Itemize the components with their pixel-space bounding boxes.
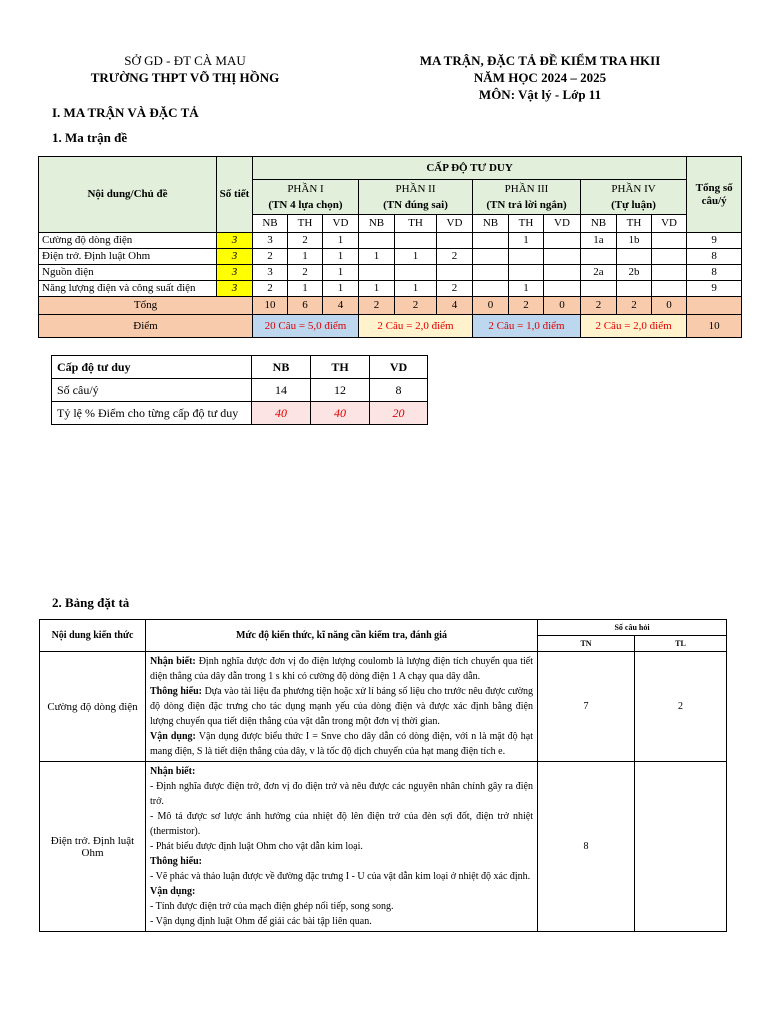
- count-cell: 2: [253, 281, 288, 297]
- count-cell: 2: [437, 249, 473, 265]
- count-cell: 3: [253, 233, 288, 249]
- part-4-header: PHẦN IV (Tự luận): [581, 180, 687, 215]
- count-cell: [473, 265, 509, 281]
- sum-cell: 6: [288, 297, 323, 315]
- total-cell: 8: [687, 265, 742, 281]
- part-2-header: PHẦN II (TN đúng sai): [359, 180, 473, 215]
- specification-table: [39, 619, 727, 932]
- count-cell: 2: [437, 281, 473, 297]
- header-periods: Số tiết: [217, 157, 253, 233]
- count-cell: [395, 265, 437, 281]
- count-cell: [652, 233, 687, 249]
- count-cell: 1a: [581, 233, 617, 249]
- count-cell: 1: [323, 281, 359, 297]
- level-label: NB: [473, 215, 509, 233]
- level-label: NB: [253, 215, 288, 233]
- score-part-2: 2 Câu = 2,0 điểm: [359, 315, 473, 338]
- levels-count-nb: 14: [252, 379, 311, 402]
- levels-header-label: Cấp độ tư duy: [52, 356, 252, 379]
- topic-cell: Điện trở. Định luật Ohm: [39, 249, 217, 265]
- level-label: VD: [323, 215, 359, 233]
- total-cell: 9: [687, 281, 742, 297]
- count-cell: 1: [509, 233, 544, 249]
- header-level: CẤP ĐỘ TƯ DUY: [253, 157, 687, 180]
- table-row: [40, 652, 727, 762]
- table-row: [39, 265, 742, 281]
- level-label: TH: [617, 215, 652, 233]
- count-cell: [473, 249, 509, 265]
- table-row: [39, 281, 742, 297]
- count-cell: 2b: [617, 265, 652, 281]
- topic-cell: Cường độ dòng điện: [39, 233, 217, 249]
- levels-percent-nb: 40: [252, 402, 311, 425]
- spec-tl-count: 2: [635, 652, 727, 762]
- count-cell: 1: [395, 249, 437, 265]
- periods-cell: 3: [217, 249, 253, 265]
- sum-cell: 2: [395, 297, 437, 315]
- levels-count-vd: 8: [370, 379, 428, 402]
- sum-cell: 0: [544, 297, 581, 315]
- levels-count-label: Số câu/ý: [52, 379, 252, 402]
- score-part-3: 2 Câu = 1,0 điểm: [473, 315, 581, 338]
- count-cell: 1: [323, 265, 359, 281]
- spec-content: Cường độ dòng điện: [40, 652, 146, 762]
- count-cell: [544, 233, 581, 249]
- spec-tl-count: [635, 762, 727, 932]
- count-cell: 1: [509, 281, 544, 297]
- count-cell: [617, 249, 652, 265]
- count-cell: [617, 281, 652, 297]
- document-title: MA TRẬN, ĐẶC TẢ ĐỀ KIỂM TRA HKII: [419, 53, 661, 68]
- count-cell: 1b: [617, 233, 652, 249]
- count-cell: [652, 281, 687, 297]
- level-label: VD: [544, 215, 581, 233]
- count-cell: 2a: [581, 265, 617, 281]
- header-total: Tổng số câu/ý: [687, 157, 742, 233]
- level-label: VD: [652, 215, 687, 233]
- part-3-header: PHẦN III (TN trả lời ngắn): [473, 180, 581, 215]
- school-name: TRƯỜNG THPT VÕ THỊ HỒNG: [90, 70, 280, 85]
- levels-percent-th: 40: [311, 402, 370, 425]
- cognitive-level-table: [51, 355, 428, 425]
- count-cell: 1: [288, 249, 323, 265]
- exam-matrix-table: [38, 156, 742, 338]
- count-cell: 3: [253, 265, 288, 281]
- count-cell: [509, 265, 544, 281]
- sum-cell: 2: [581, 297, 617, 315]
- level-label: TH: [509, 215, 544, 233]
- count-cell: [473, 233, 509, 249]
- table-row: [39, 249, 742, 265]
- total-cell: 8: [687, 249, 742, 265]
- sum-cell: 4: [437, 297, 473, 315]
- sum-cell: 0: [473, 297, 509, 315]
- score-part-1: 20 Câu = 5,0 điểm: [253, 315, 359, 338]
- count-cell: 1: [323, 249, 359, 265]
- section-1-title: I. MA TRẬN VÀ ĐẶC TẢ: [52, 105, 199, 120]
- header-topic: Nội dung/Chủ đề: [39, 157, 217, 233]
- count-cell: 2: [253, 249, 288, 265]
- level-label: TH: [288, 215, 323, 233]
- count-cell: 1: [323, 233, 359, 249]
- level-label: NB: [581, 215, 617, 233]
- table-row: [40, 762, 727, 932]
- levels-header-th: TH: [311, 356, 370, 379]
- spec-header-content: Nội dung kiến thức: [40, 620, 146, 652]
- spec-content: Điện trở. Định luật Ohm: [40, 762, 146, 932]
- spec-description: Nhận biết: Định nghĩa được đơn vị đo điện lượng coulomb là lượng điện tích chuyển qua tiết diện thẳng của dây dẫn trong 1 s khi có cường độ dòng điện 1 A chạy qua dây dẫn. Thông hiểu: Dựa vào tài liệu đa phương tiện hoặc xử lí bảng số liệu cho trước nêu được cường độ dòng điện đặc trưng cho tác dụng mạnh yếu của dòng điện và được xác định bằng điện lượng chuyển qua tiết diện thẳng của vật dẫn trong một đơn vị thời gian. Vận dụng: Vận dụng được biểu thức I = Snve cho dây dẫn có dòng điện, với n là mật độ hạt mang điện, S là tiết diện thẳng của dây, v là tốc độ dịch chuyển của hạt mang điện tích e.: [146, 652, 538, 762]
- sum-cell: 2: [617, 297, 652, 315]
- count-cell: [544, 249, 581, 265]
- section-1-2-title: 2. Bảng đặt tả: [52, 595, 130, 610]
- sum-cell: 4: [323, 297, 359, 315]
- part-1-header: PHẦN I (TN 4 lựa chọn): [253, 180, 359, 215]
- spec-header-level: Mức độ kiến thức, kĩ năng cần kiểm tra, đánh giá: [146, 620, 538, 652]
- count-cell: [581, 249, 617, 265]
- sum-cell: 10: [253, 297, 288, 315]
- count-cell: 1: [288, 281, 323, 297]
- levels-header-nb: NB: [252, 356, 311, 379]
- sum-cell: 2: [359, 297, 395, 315]
- levels-header-vd: VD: [370, 356, 428, 379]
- count-cell: [509, 249, 544, 265]
- count-cell: [652, 265, 687, 281]
- topic-cell: Năng lượng điện và công suất điện: [39, 281, 217, 297]
- topic-cell: Nguồn điện: [39, 265, 217, 281]
- spec-tn-count: 7: [538, 652, 635, 762]
- level-label: VD: [437, 215, 473, 233]
- levels-percent-label: Tỷ lệ % Điểm cho từng cấp độ tư duy: [52, 402, 252, 425]
- count-cell: 1: [359, 249, 395, 265]
- sum-label: Tổng: [39, 297, 253, 315]
- spec-header-tn: TN: [538, 636, 635, 652]
- count-cell: 2: [288, 233, 323, 249]
- spec-header-tl: TL: [635, 636, 727, 652]
- document-header: [380, 52, 700, 103]
- count-cell: [359, 233, 395, 249]
- count-cell: [544, 281, 581, 297]
- count-cell: 2: [288, 265, 323, 281]
- score-label: Điểm: [39, 315, 253, 338]
- total-cell: 9: [687, 233, 742, 249]
- count-cell: [652, 249, 687, 265]
- spec-header-count: Số câu hỏi: [538, 620, 727, 636]
- section-1-1-title: 1. Ma trận đề: [52, 130, 128, 145]
- sum-cell: 2: [509, 297, 544, 315]
- spec-description: Nhận biết: - Định nghĩa được điện trở, đơn vị đo điện trở và nêu được các nguyên nhân chính gây ra điện trở. - Mô tả được sơ lược ảnh hưởng của nhiệt độ lên điện trở của đèn sợi đốt, điện trở nhiệt (thermistor). - Phát biểu được định luật Ohm cho vật dẫn kim loại. Thông hiểu: - Vẽ phác và thảo luận được về đường đặc trưng I - U của vật dẫn kim loại ở nhiệt độ xác định. Vận dụng: - Tính được điện trở của mạch điện ghép nối tiếp, song song. - Vận dụng định luật Ohm để giải các bài tập liên quan.: [146, 762, 538, 932]
- count-cell: [395, 233, 437, 249]
- periods-cell: 3: [217, 265, 253, 281]
- count-cell: [437, 233, 473, 249]
- count-cell: [437, 265, 473, 281]
- score-total: 10: [687, 315, 742, 338]
- periods-cell: 3: [217, 233, 253, 249]
- subject-line: MÔN: Vật lý - Lớp 11: [478, 87, 602, 102]
- spec-tn-count: 8: [538, 762, 635, 932]
- level-label: NB: [359, 215, 395, 233]
- table-row: [39, 233, 742, 249]
- levels-count-th: 12: [311, 379, 370, 402]
- department-name: SỞ GD - ĐT CÀ MAU: [124, 53, 246, 68]
- count-cell: [544, 265, 581, 281]
- count-cell: [473, 281, 509, 297]
- level-label: TH: [395, 215, 437, 233]
- levels-percent-vd: 20: [370, 402, 428, 425]
- count-cell: [359, 265, 395, 281]
- school-year: NĂM HỌC 2024 – 2025: [473, 70, 607, 85]
- sum-cell: 0: [652, 297, 687, 315]
- count-cell: [581, 281, 617, 297]
- count-cell: 1: [359, 281, 395, 297]
- count-cell: 1: [395, 281, 437, 297]
- score-part-4: 2 Câu = 2,0 điểm: [581, 315, 687, 338]
- school-header: [50, 52, 320, 86]
- periods-cell: 3: [217, 281, 253, 297]
